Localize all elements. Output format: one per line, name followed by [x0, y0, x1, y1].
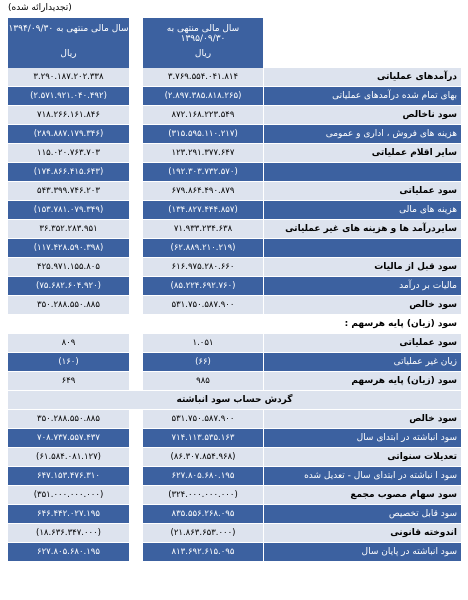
header-prior-year-title: سال مالی منتهی به ۱۳۹۴/۰۹/۳۰	[8, 24, 129, 34]
table-row	[0, 524, 468, 543]
row-label: سایر اقلام عملیاتی	[264, 144, 461, 162]
cell-prior-year: (۷۵.۶۸۲.۶۰۴.۹۲۰)	[8, 277, 129, 295]
cell-current-year: ۶۷۹.۸۶۴.۴۹۰.۸۷۹	[143, 182, 263, 200]
cell-current-year: (۲۱.۸۶۳.۶۵۳.۰۰۰)	[143, 524, 263, 542]
row-label: سود ا نباشته در ابتدای سال - تعدیل شده	[264, 467, 461, 485]
table-row	[0, 277, 468, 296]
row-label: سود ناخالص	[264, 106, 461, 124]
table-row	[0, 467, 468, 486]
cell-current-year: (۸۵.۲۲۴.۶۹۲.۷۶۰)	[143, 277, 263, 295]
cell-current-year: (۶۲.۸۸۹.۲۱۰.۲۱۹)	[143, 239, 263, 257]
cell-current-year: ۷۱۴.۱۱۳.۵۳۵.۱۶۳	[143, 429, 263, 447]
cell-prior-year: ۴۲۵.۹۷۱.۱۵۵.۸۰۵	[8, 258, 129, 276]
table-row	[0, 182, 468, 201]
row-label: مالیات بر درآمد	[264, 277, 461, 295]
row-label: هزینه های فروش ، اداری و عمومی	[264, 125, 461, 143]
table-row	[0, 486, 468, 505]
cell-prior-year: ۶۲۷.۸۰۵.۶۸۰.۱۹۵	[8, 543, 129, 561]
row-label: سود خالص	[264, 296, 461, 314]
table-row	[0, 296, 468, 315]
cell-current-year: ۱۲۳.۲۹۱.۳۷۷.۶۴۷	[143, 144, 263, 162]
row-label: سود قابل تخصیص	[264, 505, 461, 523]
table-row	[0, 220, 468, 239]
row-label: سایردرآمد ها و هزینه های غیر عملیاتی	[264, 220, 461, 238]
row-label: تعدیلات سنواتی	[264, 448, 461, 466]
income-statement-table	[0, 68, 468, 562]
cell-prior-year: ۳۵۰.۲۸۸.۵۵۰.۸۸۵	[8, 410, 129, 428]
cell-current-year: (۳۲۴.۰۰۰.۰۰۰.۰۰۰)	[143, 486, 263, 504]
table-row	[0, 372, 468, 391]
cell-prior-year: (۲۸۹.۸۸۷.۱۷۹.۳۴۶)	[8, 125, 129, 143]
header-current-year-title: سال مالی منتهی به ۱۳۹۵/۰۹/۳۰	[166, 24, 240, 44]
cell-prior-year: (۱۵۳.۷۸۱.۰۷۹.۳۴۹)	[8, 201, 129, 219]
cell-current-year: ۸۷۲.۱۶۸.۲۲۳.۵۴۹	[143, 106, 263, 124]
cell-current-year: ۶۲۷.۸۰۵.۶۸۰.۱۹۵	[143, 467, 263, 485]
cell-current-year: (۸۶.۳۰۷.۸۵۴.۹۶۸)	[143, 448, 263, 466]
cell-current-year: (۶۶)	[143, 353, 263, 371]
cell-current-year: ۵۳۱.۷۵۰.۵۸۷.۹۰۰	[143, 410, 263, 428]
row-label: سود (زیان) پایه هرسهم :	[264, 315, 461, 333]
cell-current-year: ۳.۷۶۹.۵۵۴.۰۴۱.۸۱۴	[143, 68, 263, 86]
cell-prior-year: ۳.۲۹۰.۱۸۷.۲۰۲.۳۳۸	[8, 68, 129, 86]
cell-prior-year: ۵۴۳.۳۹۹.۷۴۶.۲۰۳	[8, 182, 129, 200]
row-label: سود سهام مصوب مجمع	[264, 486, 461, 504]
cell-prior-year	[8, 315, 129, 333]
cell-current-year: ۹۸۵	[143, 372, 263, 390]
cell-prior-year: ۱۱۵.۰۲۰.۷۶۳.۷۰۳	[8, 144, 129, 162]
cell-current-year: ۸۳۵.۵۵۶.۲۶۸.۰۹۵	[143, 505, 263, 523]
restated-note: (تجدیدارائه شده)	[8, 3, 72, 13]
cell-prior-year: ۶۴۷.۱۵۳.۴۷۶.۳۱۰	[8, 467, 129, 485]
row-label: سود انباشته در ابتدای سال	[264, 429, 461, 447]
row-label: بهای تمام شده درآمدهای عملیاتی	[264, 87, 461, 105]
table-row	[0, 448, 468, 467]
table-row	[0, 543, 468, 562]
header-prior-year	[8, 18, 129, 68]
cell-prior-year: (۱۶۰)	[8, 353, 129, 371]
row-label: زیان غیر عملیاتی	[264, 353, 461, 371]
cell-prior-year: (۲.۵۷۱.۹۲۱.۰۴۰.۴۹۲)	[8, 87, 129, 105]
cell-current-year: (۱۹۲.۳۰۳.۷۳۲.۵۷۰)	[143, 163, 263, 181]
cell-prior-year: (۱۱۷.۴۲۸.۵۹۰.۳۹۸)	[8, 239, 129, 257]
row-label: هزینه های مالی	[264, 201, 461, 219]
cell-prior-year: ۳۵۰.۲۸۸.۵۵۰.۸۸۵	[8, 296, 129, 314]
table-row	[0, 201, 468, 220]
table-row	[0, 144, 468, 163]
row-label	[264, 239, 461, 257]
row-label: سود عملیاتی	[264, 182, 461, 200]
row-label: درآمدهای عملیاتی	[264, 68, 461, 86]
cell-current-year: (۳۱۵.۵۹۵.۱۱۰.۲۱۷)	[143, 125, 263, 143]
cell-current-year: (۲.۸۹۷.۳۸۵.۸۱۸.۲۶۵)	[143, 87, 263, 105]
table-row	[0, 505, 468, 524]
table-row	[0, 334, 468, 353]
cell-prior-year: ۶۴۶.۴۴۲.۰۲۷.۱۹۵	[8, 505, 129, 523]
cell-prior-year: (۱۷۴.۸۶۶.۴۱۵.۶۴۳)	[8, 163, 129, 181]
table-row	[0, 163, 468, 182]
header-prior-year-unit: ریال	[60, 49, 77, 59]
cell-current-year: ۷۱.۹۳۳.۲۳۴.۶۳۸	[143, 220, 263, 238]
header-current-year-unit: ریال	[194, 49, 212, 59]
section-header	[0, 391, 468, 410]
cell-current-year: (۱۳۴.۸۲۷.۴۴۴.۸۵۷)	[143, 201, 263, 219]
row-label	[264, 163, 461, 181]
table-row	[0, 87, 468, 106]
row-label: سود انباشته در پایان سال	[264, 543, 461, 561]
cell-prior-year: ۷۱۸.۲۶۶.۱۶۱.۸۴۶	[8, 106, 129, 124]
cell-current-year: ۱.۰۵۱	[143, 334, 263, 352]
cell-prior-year: ۸۰۹	[8, 334, 129, 352]
cell-current-year: ۵۳۱.۷۵۰.۵۸۷.۹۰۰	[143, 296, 263, 314]
cell-prior-year: (۱۸.۶۳۶.۳۴۷.۰۰۰)	[8, 524, 129, 542]
table-row	[0, 315, 468, 334]
cell-prior-year: (۳۵۱.۰۰۰.۰۰۰.۰۰۰)	[8, 486, 129, 504]
table-row	[0, 410, 468, 429]
table-row	[0, 125, 468, 144]
cell-current-year	[143, 315, 263, 333]
header-current-year	[143, 18, 263, 68]
cell-prior-year: ۶۴۹	[8, 372, 129, 390]
row-label: سود (زیان) پایه هرسهم	[264, 372, 461, 390]
cell-prior-year: ۷۰۸.۷۳۷.۵۵۷.۴۳۷	[8, 429, 129, 447]
row-label: سود قبل از مالیات	[264, 258, 461, 276]
section-title: گردش حساب سود انباشته	[8, 391, 461, 409]
table-row	[0, 429, 468, 448]
cell-current-year: ۶۱۶.۹۷۵.۲۸۰.۶۶۰	[143, 258, 263, 276]
row-label: اندوخته قانونی	[264, 524, 461, 542]
table-row	[0, 239, 468, 258]
cell-prior-year: (۶۱.۵۸۴.۰۸۱.۱۲۷)	[8, 448, 129, 466]
row-label: سود عملیاتی	[264, 334, 461, 352]
table-row	[0, 258, 468, 277]
cell-current-year: ۸۱۳.۶۹۲.۶۱۵.۰۹۵	[143, 543, 263, 561]
cell-prior-year: ۳۶.۳۵۲.۲۸۳.۹۵۱	[8, 220, 129, 238]
row-label: سود خالص	[264, 410, 461, 428]
table-row	[0, 353, 468, 372]
table-row	[0, 106, 468, 125]
table-row	[0, 68, 468, 87]
